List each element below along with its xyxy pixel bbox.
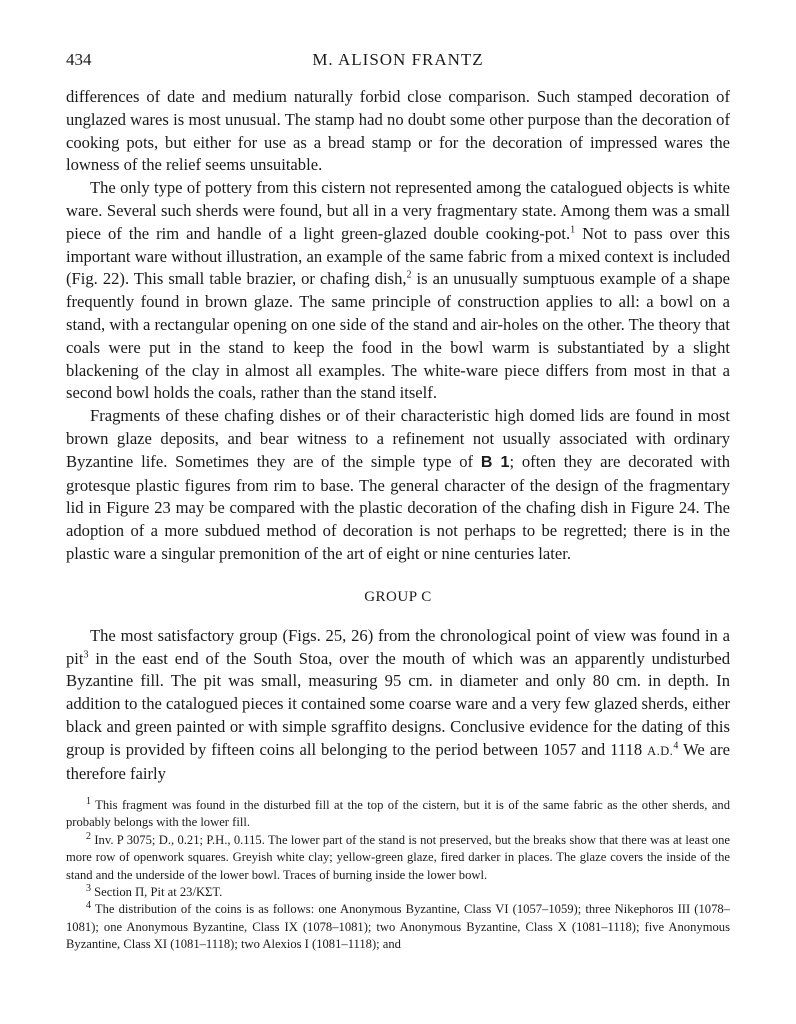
footnote-mark: 3: [86, 882, 91, 894]
footnote-ref-2: 2: [406, 269, 412, 281]
paragraph-1: [66, 86, 730, 177]
footnote-4: [66, 901, 730, 953]
footnote-2: [66, 832, 730, 884]
section-heading: GROUP C: [364, 588, 432, 605]
paragraph-2-text-c: is an unusually sumptuous example of a shape frequently found in brown glaze. The same principle of construction applies to all: a bowl on a stand, with a rectangular opening on one side of the stand and air-holes on the other. The theory that coals were put in the stand to keep the food in the bowl warm is substantiated by a slight blackening of the clay in almost all examples. The white-ware piece differs from most in that a second bowl holds the coals, rather than the stand itself.: [66, 269, 730, 403]
running-head: M. ALISON FRANTZ: [312, 50, 484, 69]
footnote-text: Section Π, Pit at 23/ΚΣΤ.: [91, 885, 223, 900]
paragraph-4-text-a: The most satisfactory group (Figs. 25, 26) from the chronological point of view was found in a pit: [66, 625, 730, 668]
footnote-text: The distribution of the coins is as follows: one Anonymous Byzantine, Class VI (1057–1059); three Nikephoros III (1078–1081); one Anonymous Byzantine, Class IX (1078–1081); two Anonymous Byzantine, Class X (1081–1118); five Anonymous Byzantine, Class XI (1081–1118); two Alexios I (1081–1118); and: [66, 902, 730, 952]
catalogue-reference: B 1: [480, 453, 510, 471]
paragraph-4-text-c: We are therefore fairly: [66, 739, 730, 783]
page-header: [66, 50, 730, 74]
footnote-ref-4: 4: [673, 740, 679, 752]
paragraph-2: [66, 177, 730, 405]
footnote-mark: 4: [86, 900, 91, 912]
footnote-1: [66, 797, 730, 832]
footnote-ref-3: 3: [83, 649, 89, 660]
body-text: [66, 86, 730, 785]
page-number: 434: [66, 50, 92, 69]
paragraph-4-text-b: in the east end of the South Stoa, over the mouth of which was an apparently undisturbed Byzantine fill. The pit was small, measuring 95 cm. in diameter and only 80 cm. in depth. In addition to the catalogued pieces it contained some coarse ware and a very few glazed sherds, either black and green painted or with simple sgraffito designs. Conclusive evidence for the dating of this group is provided by fifteen coins all belonging to the period between 1057 and 1118: [66, 648, 730, 759]
footnote-mark: 1: [86, 795, 91, 807]
footnote-text: Inv. P 3075; D., 0.21; P.H., 0.115. The lower part of the stand is not preserved, but the breaks show that there was at least one more row of openwork squares. Greyish white clay; yellow-green glaze, fired darker in places. The glaze covers the inside of the stand and the underside of the lower bowl. Traces of burning inside the lower bowl.: [66, 832, 730, 882]
footnotes: [66, 797, 730, 954]
paragraph-3-text-a: Fragments of these chafing dishes or of their characteristic high domed lids are found in most brown glaze deposits, and bear witness to a refinement not usually associated with ordinary Byzantine life. Sometimes they are of the simple type of: [66, 406, 730, 471]
footnote-ref-1: 1: [570, 224, 576, 236]
paragraph-1-text: differences of date and medium naturally forbid close comparison. Such stamped decoration of unglazed wares is most unusual. The stamp had no doubt some other purpose than the decoration of cooking pots, but either for use as a bread stamp or for the decoration of impressed wares the lowness of the relief seems unsuitable.: [66, 87, 730, 175]
paragraph-3: [66, 405, 730, 566]
footnote-text: This fragment was found in the disturbed fill at the top of the cistern, but it is of the same fabric as the other sherds, and probably belongs with the lower fill.: [66, 798, 730, 830]
era-abbreviation: A.D.: [647, 743, 674, 758]
paragraph-3-text-b: ; often they are decorated with grotesque plastic figures from rim to base. The general character of the design of the fragmentary lid in Figure 23 may be compared with the plastic decoration of the chafing dish in Figure 24. The adoption of a more subdued method of decoration is not perhaps to be regretted; there is in the plastic ware a singular premonition of the art of eight or nine centuries later.: [66, 451, 730, 563]
footnote-mark: 2: [86, 830, 91, 842]
paragraph-4: [66, 625, 730, 786]
footnote-3: [66, 884, 730, 901]
paragraph-2-text-a: The only type of pottery from this cistern not represented among the catalogued objects is white ware. Several such sherds were found, but all in a very fragmentary state. Among them was a small piece of the rim and handle of a light green-glazed double cooking-pot.: [66, 178, 730, 243]
paragraph-2-text-b: Not to pass over this important ware without illustration, an example of the same fabric from a mixed context is included (Fig. 22). This small table brazier, or chafing dish,: [66, 223, 730, 289]
